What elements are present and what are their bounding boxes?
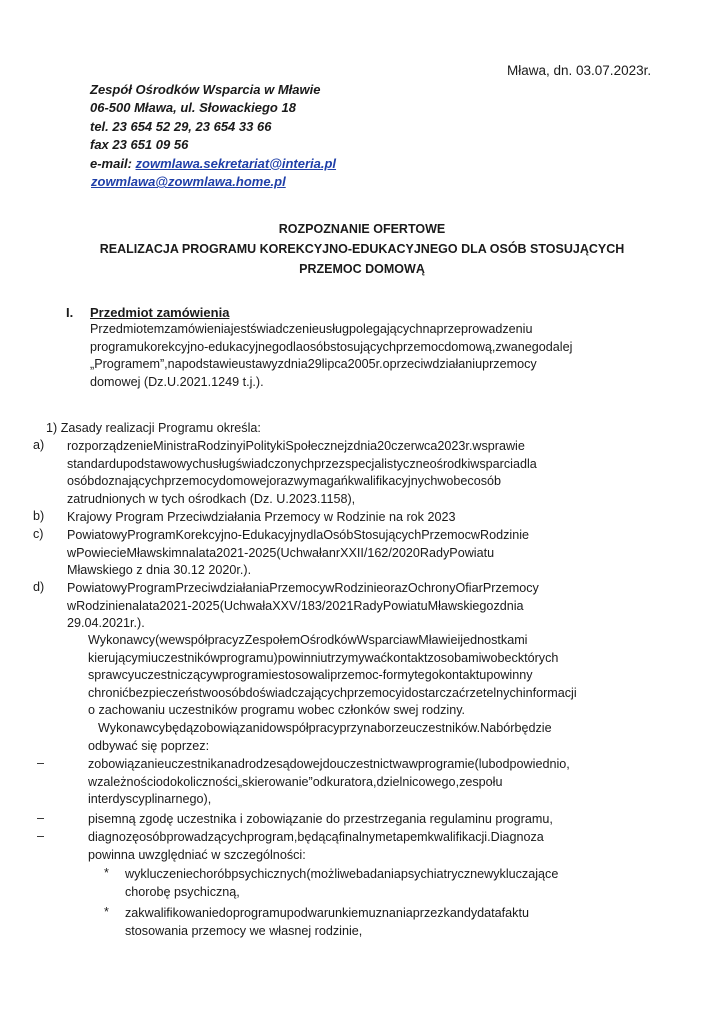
sender-name: Zespół Ośrodków Wsparcia w Mławie — [90, 82, 321, 97]
contractors-paragraph — [88, 632, 652, 720]
dash-item — [88, 756, 652, 809]
list-item — [67, 580, 651, 633]
list-item-line: zatrudnionych w tych ośrodkach (Dz. U.2023.1158), — [67, 491, 356, 506]
section-heading — [66, 305, 229, 320]
dash-item-line: diagnozęosóbprowadzącychprogram,będącąfinalnymetapemkwalifikacji.Diagnoza — [88, 830, 544, 844]
dash-item-line: interdyscyplinarnego), — [88, 792, 212, 807]
list-item-line: rozporządzenieMinistraRodzinyiPolitykiSpołecznejzdnia20czerwca2023r.wsprawie — [67, 439, 525, 453]
paragraph-line: chronićbezpieczeństwoosóbdoświadczającychprzemocyidostarczaćrzetelnychinformacji — [88, 685, 577, 700]
dash-item — [88, 811, 652, 829]
list-item-line: Mławskiego z dnia 30.12 2020r.). — [67, 563, 252, 578]
star-item — [125, 866, 637, 901]
paragraph-line: o zachowaniu uczestników programu wobec członków swej rodziny. — [88, 703, 466, 718]
list-marker: c) — [33, 527, 44, 541]
sender-block — [90, 81, 336, 191]
sender-address: 06-500 Mława, ul. Słowackiego 18 — [90, 100, 296, 116]
list-item-line: Krajowy Program Przeciwdziałania Przemocy w Rodzinie na rok 2023 — [67, 510, 456, 524]
sender-email-line — [90, 155, 336, 173]
email-link-primary[interactable]: zowmlawa.sekretariat@interia.pl — [135, 155, 337, 171]
list-item-line: wRodzinienalata2021-2025(UchwałaXXV/183/2021RadyPowiatuMławskiegozdnia — [67, 598, 524, 613]
paragraph-line: domowej (Dz.U.2021.1249 t.j.). — [90, 374, 264, 389]
list-marker: b) — [33, 509, 45, 523]
document-title-line-1: ROZPOZNANIE OFERTOWE — [278, 222, 446, 236]
star-item-line: stosowania przemocy we własnej rodzinie, — [125, 923, 363, 938]
paragraph-line: Przedmiotemzamówieniajestświadczenieusługpolegającychnaprzeprowadzeniu — [90, 322, 533, 336]
list-item — [67, 527, 651, 580]
dash-item-line: wzależnościodokoliczności„skierowanie”odkuratora,dzielnicowego,zespołu — [88, 774, 503, 789]
section-intro-paragraph — [90, 321, 652, 391]
star-marker: * — [104, 905, 109, 919]
paragraph-line: odbywać się poprzez: — [88, 738, 210, 753]
dash-item-line: powinna uwzględniać w szczególności: — [88, 847, 306, 862]
list-item-line: PowiatowyProgramKorekcyjno-EdukacyjnydlaOsóbStosującychPrzemocwRodzinie — [67, 528, 530, 542]
dash-marker: – — [37, 811, 45, 825]
sender-tel: tel. 23 654 52 29, 23 654 33 66 — [90, 118, 272, 134]
document-title-line-2: REALIZACJA PROGRAMU KOREKCYJNO-EDUKACYJNEGO DLA OSÓB STOSUJĄCYCH — [99, 242, 625, 256]
list-item-line: osóbdoznającychprzemocydomowejorazwymagańkwalifikacyjnychwobecosób — [67, 474, 502, 489]
star-item-line: wykluczeniechoróbpsychicznych(możliwebadaniapsychiatrycznewykluczające — [125, 867, 559, 881]
section-number: I. — [66, 305, 74, 320]
list-item-line: wPowiecieMławskimnalata2021-2025(UchwałanrXXII/162/2020RadyPowiatu — [67, 545, 495, 560]
list-item-line: PowiatowyProgramPrzeciwdziałaniaPrzemocywRodzinieorazOchronyOfiarPrzemocy — [67, 581, 539, 595]
paragraph-line: „Programem”,napodstawieustawyzdnia29lipca2005r.oprzeciwdziałaniuprzemocy — [90, 357, 537, 372]
section-title: Przedmiot zamówienia — [90, 305, 230, 320]
sender-fax: fax 23 651 09 56 — [90, 137, 189, 153]
dash-item-line: pisemną zgodę uczestnika i zobowiązanie do przestrzegania regulaminu programu, — [88, 812, 553, 826]
list-item-line: 29.04.2021r.). — [67, 616, 145, 631]
list-item — [67, 509, 651, 527]
sender-email-line-2 — [90, 173, 336, 191]
email-link-secondary[interactable]: zowmlawa@zowmlawa.home.pl — [91, 174, 286, 190]
email-prefix: e-mail: — [90, 155, 136, 171]
rules-heading: 1) Zasady realizacji Programu określa: — [46, 421, 261, 435]
paragraph-line: Wykonawcybędązobowiązanidowspółpracyprzynaborzeuczestników.Nabórbędzie — [98, 721, 552, 735]
dash-item-line: zobowiązanieuczestnikanadrodzesądowejdouczestnictwawprogramie(lubodpowiednio, — [88, 757, 570, 771]
star-item — [125, 905, 637, 940]
dash-marker: – — [37, 829, 45, 843]
document-date: Mława, dn. 03.07.2023r. — [507, 63, 652, 78]
star-item-line: zakwalifikowaniedoprogramupodwarunkiemuznaniaprzezkandydatafaktu — [125, 906, 529, 920]
list-item — [67, 438, 651, 508]
star-marker: * — [104, 866, 109, 880]
paragraph-line: programukorekcyjno-edukacyjnegodlaosóbstosującychprzemocdomową,zwanegodalej — [90, 339, 573, 354]
recruitment-paragraph — [88, 720, 652, 755]
dash-item — [88, 829, 652, 864]
paragraph-line: sprawcyuczestniczącywprogramiestosowaliprzemoc-formytegokontaktupowinny — [88, 668, 533, 683]
paragraph-line: Wykonawcy(wewspółpracyzZespołemOśrodkówWsparciawMławieijednostkami — [88, 633, 528, 647]
list-marker: a) — [33, 438, 45, 452]
list-item-line: standardupodstawowychusługświadczonychprzezspecjalistyczneośrodkiwsparciadla — [67, 456, 537, 471]
list-marker: d) — [33, 580, 45, 594]
dash-marker: – — [37, 756, 45, 770]
document-title-line-3: PRZEMOC DOMOWĄ — [299, 262, 425, 276]
paragraph-line: kierującymiuczestnikówprogramu)powinniutrzymywaćkontaktzosobamiwobecktórych — [88, 650, 559, 665]
star-item-line: chorobę psychiczną, — [125, 884, 240, 899]
